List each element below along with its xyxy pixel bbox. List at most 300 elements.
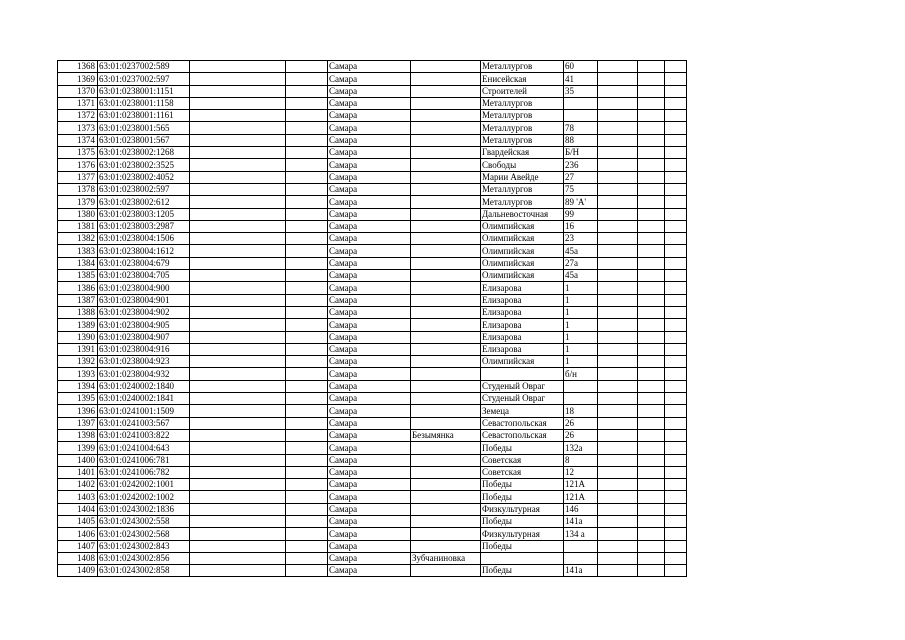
district-cell: [411, 540, 481, 552]
street-cell: Металлургов: [481, 196, 564, 208]
empty-cell: [598, 122, 638, 134]
empty-cell: [665, 380, 687, 392]
empty-cell: [665, 331, 687, 343]
city-cell: Самара: [328, 565, 411, 577]
empty-cell: [286, 208, 328, 220]
street-cell: Советская: [481, 454, 564, 466]
house-number-cell: 16: [564, 220, 598, 232]
district-cell: [411, 85, 481, 97]
empty-cell: [286, 147, 328, 159]
empty-cell: [638, 97, 665, 109]
empty-cell: [638, 196, 665, 208]
empty-cell: [598, 220, 638, 232]
cadastral-number-cell: 63:01:0237002:589: [98, 61, 190, 73]
row-number-cell: 1376: [58, 159, 98, 171]
house-number-cell: [564, 393, 598, 405]
house-number-cell: 45а: [564, 270, 598, 282]
empty-cell: [286, 380, 328, 392]
row-number-cell: 1385: [58, 270, 98, 282]
empty-cell: [286, 368, 328, 380]
house-number-cell: 26: [564, 429, 598, 441]
empty-cell: [598, 73, 638, 85]
row-number-cell: 1391: [58, 343, 98, 355]
empty-cell: [638, 306, 665, 318]
empty-cell: [665, 61, 687, 73]
table-row: [58, 319, 687, 331]
empty-cell: [286, 331, 328, 343]
street-cell: Физкультурная: [481, 503, 564, 515]
district-cell: [411, 257, 481, 269]
empty-cell: [665, 220, 687, 232]
row-number-cell: 1404: [58, 503, 98, 515]
empty-cell: [638, 356, 665, 368]
street-cell: Студеный Овраг: [481, 393, 564, 405]
house-number-cell: [564, 97, 598, 109]
house-number-cell: 134 а: [564, 528, 598, 540]
empty-cell: [665, 368, 687, 380]
row-number-cell: 1388: [58, 306, 98, 318]
cadastral-number-cell: 63:01:0238004:916: [98, 343, 190, 355]
house-number-cell: 89 'А': [564, 196, 598, 208]
table-row: [58, 417, 687, 429]
table-row: [58, 233, 687, 245]
district-cell: [411, 208, 481, 220]
empty-cell: [638, 552, 665, 564]
table-row: [58, 479, 687, 491]
street-cell: Земеца: [481, 405, 564, 417]
row-number-cell: 1403: [58, 491, 98, 503]
cadastral-number-cell: 63:01:0238004:923: [98, 356, 190, 368]
row-number-cell: 1380: [58, 208, 98, 220]
empty-cell: [638, 380, 665, 392]
row-number-cell: 1382: [58, 233, 98, 245]
house-number-cell: 78: [564, 122, 598, 134]
empty-cell: [190, 515, 286, 527]
row-number-cell: 1386: [58, 282, 98, 294]
empty-cell: [190, 97, 286, 109]
row-number-cell: 1397: [58, 417, 98, 429]
row-number-cell: 1398: [58, 429, 98, 441]
empty-cell: [665, 147, 687, 159]
city-cell: Самара: [328, 61, 411, 73]
empty-cell: [598, 479, 638, 491]
district-cell: [411, 454, 481, 466]
empty-cell: [665, 282, 687, 294]
district-cell: Зубчаниновка: [411, 552, 481, 564]
table-row: [58, 159, 687, 171]
cadastral-number-cell: 63:01:0241004:643: [98, 442, 190, 454]
empty-cell: [190, 61, 286, 73]
street-cell: Севастопольская: [481, 429, 564, 441]
empty-cell: [665, 208, 687, 220]
empty-cell: [665, 319, 687, 331]
cadastral-number-cell: 63:01:0238001:565: [98, 122, 190, 134]
empty-cell: [638, 282, 665, 294]
district-cell: [411, 233, 481, 245]
empty-cell: [190, 466, 286, 478]
empty-cell: [286, 515, 328, 527]
table-row: [58, 356, 687, 368]
empty-cell: [286, 85, 328, 97]
city-cell: Самара: [328, 171, 411, 183]
city-cell: Самара: [328, 454, 411, 466]
row-number-cell: 1373: [58, 122, 98, 134]
house-number-cell: 99: [564, 208, 598, 220]
table-row: [58, 134, 687, 146]
empty-cell: [665, 515, 687, 527]
empty-cell: [638, 233, 665, 245]
empty-cell: [598, 380, 638, 392]
row-number-cell: 1368: [58, 61, 98, 73]
row-number-cell: 1401: [58, 466, 98, 478]
empty-cell: [638, 134, 665, 146]
row-number-cell: 1377: [58, 171, 98, 183]
empty-cell: [286, 417, 328, 429]
street-cell: Елизарова: [481, 306, 564, 318]
street-cell: Енисейская: [481, 73, 564, 85]
empty-cell: [190, 110, 286, 122]
row-number-cell: 1396: [58, 405, 98, 417]
empty-cell: [190, 417, 286, 429]
street-cell: Металлургов: [481, 61, 564, 73]
empty-cell: [598, 528, 638, 540]
empty-cell: [598, 368, 638, 380]
city-cell: Самара: [328, 479, 411, 491]
empty-cell: [286, 503, 328, 515]
district-cell: [411, 61, 481, 73]
street-cell: Металлургов: [481, 183, 564, 195]
house-number-cell: 88: [564, 134, 598, 146]
row-number-cell: 1374: [58, 134, 98, 146]
street-cell: Металлургов: [481, 97, 564, 109]
city-cell: Самара: [328, 331, 411, 343]
empty-cell: [638, 319, 665, 331]
empty-cell: [598, 515, 638, 527]
street-cell: Гвардейская: [481, 147, 564, 159]
empty-cell: [598, 196, 638, 208]
row-number-cell: 1372: [58, 110, 98, 122]
empty-cell: [190, 552, 286, 564]
empty-cell: [598, 110, 638, 122]
empty-cell: [665, 479, 687, 491]
empty-cell: [665, 257, 687, 269]
table-row: [58, 122, 687, 134]
district-cell: [411, 183, 481, 195]
empty-cell: [598, 503, 638, 515]
district-cell: [411, 565, 481, 577]
city-cell: Самара: [328, 134, 411, 146]
table-row: [58, 552, 687, 564]
house-number-cell: б/н: [564, 368, 598, 380]
table-row: [58, 515, 687, 527]
district-cell: [411, 306, 481, 318]
empty-cell: [665, 134, 687, 146]
street-cell: Севастопольская: [481, 417, 564, 429]
empty-cell: [190, 343, 286, 355]
city-cell: Самара: [328, 196, 411, 208]
empty-cell: [286, 196, 328, 208]
empty-cell: [598, 405, 638, 417]
empty-cell: [286, 491, 328, 503]
empty-cell: [638, 270, 665, 282]
table-row: [58, 85, 687, 97]
district-cell: [411, 196, 481, 208]
empty-cell: [598, 61, 638, 73]
city-cell: Самара: [328, 552, 411, 564]
cadastral-number-cell: 63:01:0240002:1841: [98, 393, 190, 405]
city-cell: Самара: [328, 343, 411, 355]
cadastral-number-cell: 63:01:0242002:1002: [98, 491, 190, 503]
city-cell: Самара: [328, 73, 411, 85]
empty-cell: [665, 393, 687, 405]
empty-cell: [638, 220, 665, 232]
district-cell: [411, 515, 481, 527]
street-cell: Металлургов: [481, 122, 564, 134]
empty-cell: [286, 282, 328, 294]
empty-cell: [638, 515, 665, 527]
house-number-cell: 146: [564, 503, 598, 515]
empty-cell: [190, 565, 286, 577]
empty-cell: [638, 208, 665, 220]
house-number-cell: 1: [564, 331, 598, 343]
cadastral-number-cell: 63:01:0238001:567: [98, 134, 190, 146]
table-row: [58, 306, 687, 318]
empty-cell: [638, 442, 665, 454]
city-cell: Самара: [328, 282, 411, 294]
empty-cell: [638, 393, 665, 405]
table-row: [58, 442, 687, 454]
row-number-cell: 1407: [58, 540, 98, 552]
house-number-cell: 1: [564, 294, 598, 306]
city-cell: Самара: [328, 147, 411, 159]
house-number-cell: 141а: [564, 565, 598, 577]
empty-cell: [190, 171, 286, 183]
house-number-cell: [564, 552, 598, 564]
empty-cell: [665, 466, 687, 478]
street-cell: Свободы: [481, 159, 564, 171]
table-row: [58, 183, 687, 195]
street-cell: Олимпийская: [481, 220, 564, 232]
empty-cell: [638, 73, 665, 85]
district-cell: [411, 294, 481, 306]
district-cell: [411, 417, 481, 429]
empty-cell: [286, 97, 328, 109]
empty-cell: [638, 565, 665, 577]
cadastral-number-cell: 63:01:0238004:1612: [98, 245, 190, 257]
house-number-cell: 35: [564, 85, 598, 97]
row-number-cell: 1375: [58, 147, 98, 159]
empty-cell: [190, 282, 286, 294]
row-number-cell: 1394: [58, 380, 98, 392]
empty-cell: [598, 356, 638, 368]
empty-cell: [286, 61, 328, 73]
cadastral-number-cell: 63:01:0238002:1268: [98, 147, 190, 159]
table-row: [58, 110, 687, 122]
city-cell: Самара: [328, 380, 411, 392]
empty-cell: [598, 552, 638, 564]
house-number-cell: 60: [564, 61, 598, 73]
cadastral-number-cell: 63:01:0237002:597: [98, 73, 190, 85]
empty-cell: [286, 220, 328, 232]
table-row: [58, 454, 687, 466]
house-number-cell: 41: [564, 73, 598, 85]
empty-cell: [190, 134, 286, 146]
cadastral-number-cell: 63:01:0241003:567: [98, 417, 190, 429]
city-cell: Самара: [328, 183, 411, 195]
cadastral-number-cell: 63:01:0238001:1161: [98, 110, 190, 122]
city-cell: Самара: [328, 368, 411, 380]
empty-cell: [598, 294, 638, 306]
table-body: [58, 61, 687, 577]
empty-cell: [286, 171, 328, 183]
table-row: [58, 368, 687, 380]
house-number-cell: 23: [564, 233, 598, 245]
street-cell: Победы: [481, 479, 564, 491]
empty-cell: [598, 85, 638, 97]
empty-cell: [286, 405, 328, 417]
city-cell: Самара: [328, 405, 411, 417]
house-number-cell: 26: [564, 417, 598, 429]
table-row: [58, 393, 687, 405]
street-cell: Физкультурная: [481, 528, 564, 540]
empty-cell: [598, 466, 638, 478]
street-cell: Дальневосточная: [481, 208, 564, 220]
empty-cell: [598, 147, 638, 159]
empty-cell: [598, 306, 638, 318]
empty-cell: [598, 565, 638, 577]
cadastral-number-cell: 63:01:0241006:781: [98, 454, 190, 466]
empty-cell: [638, 454, 665, 466]
empty-cell: [598, 282, 638, 294]
district-cell: [411, 220, 481, 232]
empty-cell: [190, 122, 286, 134]
empty-cell: [190, 429, 286, 441]
house-number-cell: 1: [564, 319, 598, 331]
empty-cell: [190, 196, 286, 208]
cadastral-number-cell: 63:01:0243002:558: [98, 515, 190, 527]
empty-cell: [286, 442, 328, 454]
row-number-cell: 1390: [58, 331, 98, 343]
row-number-cell: 1389: [58, 319, 98, 331]
house-number-cell: 75: [564, 183, 598, 195]
empty-cell: [286, 257, 328, 269]
empty-cell: [286, 306, 328, 318]
district-cell: [411, 380, 481, 392]
district-cell: [411, 110, 481, 122]
row-number-cell: 1408: [58, 552, 98, 564]
empty-cell: [190, 147, 286, 159]
empty-cell: [638, 294, 665, 306]
row-number-cell: 1370: [58, 85, 98, 97]
empty-cell: [286, 134, 328, 146]
table-row: [58, 540, 687, 552]
district-cell: [411, 479, 481, 491]
city-cell: Самара: [328, 233, 411, 245]
empty-cell: [665, 552, 687, 564]
empty-cell: [190, 528, 286, 540]
empty-cell: [286, 393, 328, 405]
district-cell: [411, 331, 481, 343]
table-row: [58, 294, 687, 306]
house-number-cell: 121А: [564, 491, 598, 503]
table-row: [58, 171, 687, 183]
empty-cell: [638, 503, 665, 515]
empty-cell: [665, 171, 687, 183]
empty-cell: [190, 306, 286, 318]
table-row: [58, 257, 687, 269]
empty-cell: [286, 270, 328, 282]
empty-cell: [190, 73, 286, 85]
street-cell: Победы: [481, 442, 564, 454]
empty-cell: [286, 454, 328, 466]
district-cell: [411, 319, 481, 331]
empty-cell: [665, 442, 687, 454]
empty-cell: [665, 565, 687, 577]
empty-cell: [598, 343, 638, 355]
table-row: [58, 331, 687, 343]
empty-cell: [638, 479, 665, 491]
cadastral-number-cell: 63:01:0238001:1158: [98, 97, 190, 109]
cadastral-number-cell: 63:01:0242002:1001: [98, 479, 190, 491]
house-number-cell: 27: [564, 171, 598, 183]
district-cell: [411, 171, 481, 183]
cadastral-number-cell: 63:01:0243002:843: [98, 540, 190, 552]
city-cell: Самара: [328, 306, 411, 318]
street-cell: Советская: [481, 466, 564, 478]
city-cell: Самара: [328, 466, 411, 478]
table-row: [58, 429, 687, 441]
empty-cell: [665, 429, 687, 441]
empty-cell: [598, 540, 638, 552]
house-number-cell: 1: [564, 282, 598, 294]
table-row: [58, 466, 687, 478]
row-number-cell: 1395: [58, 393, 98, 405]
city-cell: Самара: [328, 270, 411, 282]
empty-cell: [665, 491, 687, 503]
row-number-cell: 1405: [58, 515, 98, 527]
empty-cell: [665, 122, 687, 134]
empty-cell: [190, 233, 286, 245]
empty-cell: [598, 442, 638, 454]
empty-cell: [598, 257, 638, 269]
table-row: [58, 491, 687, 503]
street-cell: Строителей: [481, 85, 564, 97]
empty-cell: [598, 491, 638, 503]
empty-cell: [190, 208, 286, 220]
table-row: [58, 61, 687, 73]
street-cell: Елизарова: [481, 319, 564, 331]
empty-cell: [638, 466, 665, 478]
empty-cell: [598, 319, 638, 331]
district-cell: [411, 343, 481, 355]
city-cell: Самара: [328, 85, 411, 97]
empty-cell: [638, 159, 665, 171]
empty-cell: [190, 257, 286, 269]
cadastral-number-cell: 63:01:0243002:568: [98, 528, 190, 540]
empty-cell: [665, 97, 687, 109]
row-number-cell: 1399: [58, 442, 98, 454]
empty-cell: [665, 343, 687, 355]
empty-cell: [638, 171, 665, 183]
row-number-cell: 1384: [58, 257, 98, 269]
cadastral-number-cell: 63:01:0241003:822: [98, 429, 190, 441]
cadastral-number-cell: 63:01:0238002:3525: [98, 159, 190, 171]
empty-cell: [638, 405, 665, 417]
empty-cell: [190, 245, 286, 257]
street-cell: Елизарова: [481, 294, 564, 306]
district-cell: [411, 159, 481, 171]
district-cell: [411, 134, 481, 146]
